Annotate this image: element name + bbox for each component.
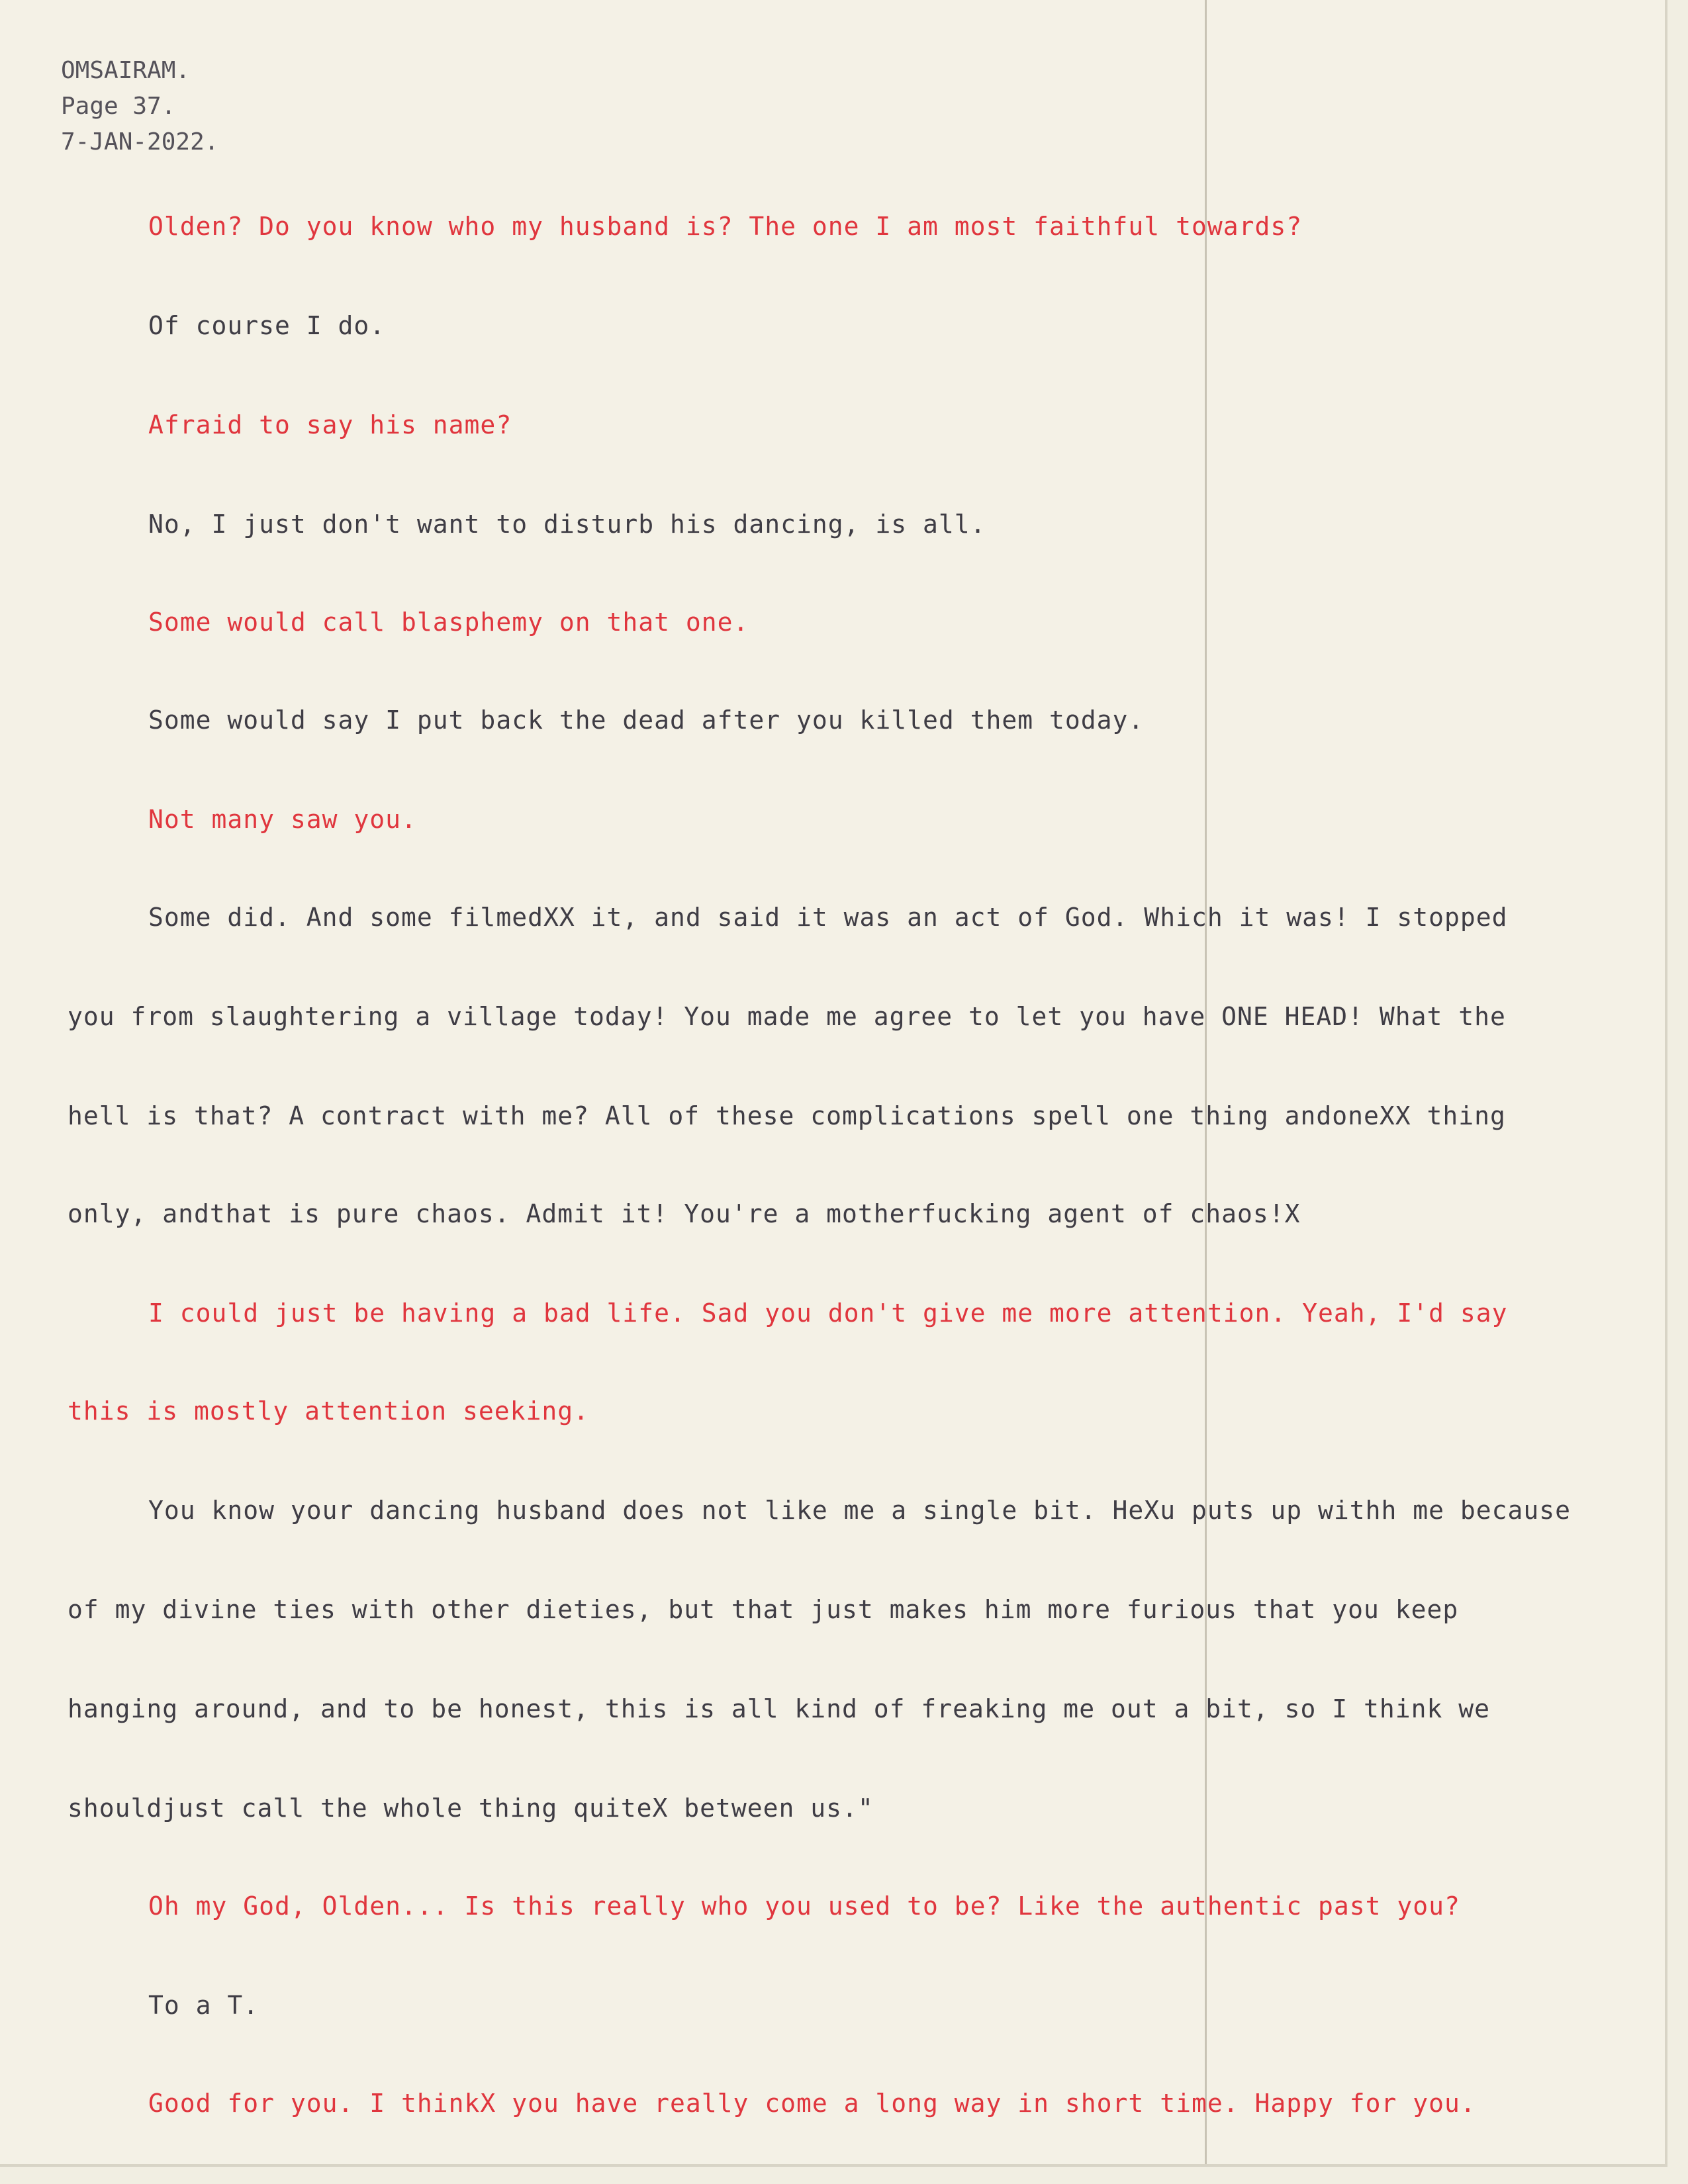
text-line: Afraid to say his name? bbox=[148, 410, 512, 439]
page-header bbox=[61, 53, 218, 160]
text-line: Of course I do. bbox=[148, 311, 386, 340]
text-line: Good for you. I thinkX you have really come a long way in short time. Happy for you. bbox=[148, 2089, 1476, 2118]
text-line: Not many saw you. bbox=[148, 805, 417, 834]
text-line: of my divine ties with other dieties, but that just makes him more furious that you keep bbox=[68, 1595, 1459, 1624]
text-line: Oh my God, Olden... Is this really who you used to be? Like the authentic past you? bbox=[148, 1891, 1460, 1921]
text-line: this is mostly attention seeking. bbox=[68, 1396, 589, 1426]
text-line: only, andthat is pure chaos. Admit it! You're a motherfucking agent of chaos!X bbox=[68, 1199, 1301, 1228]
text-line: Some would say I put back the dead after you killed them today. bbox=[148, 705, 1145, 735]
text-line: hell is that? A contract with me? All of these complications spell one thing andoneXX thing bbox=[68, 1101, 1506, 1130]
header-title: OMSAIRAM. bbox=[61, 57, 191, 84]
text-line: hanging around, and to be honest, this is all kind of freaking me out a bit, so I think we bbox=[68, 1694, 1491, 1723]
text-line: Olden? Do you know who my husband is? The one I am most faithful towards? bbox=[148, 212, 1303, 241]
text-line: To a T. bbox=[148, 1991, 259, 2020]
text-line: you from slaughtering a village today! You made me agree to let you have ONE HEAD! What the bbox=[68, 1002, 1506, 1031]
header-date: 7-JAN-2022. bbox=[61, 128, 219, 156]
header-page-number: Page 37. bbox=[61, 93, 176, 120]
text-line: Some would call blasphemy on that one. bbox=[148, 608, 749, 637]
margin-rule bbox=[1205, 0, 1207, 2164]
text-line: No, I just don't want to disturb his dancing, is all. bbox=[148, 510, 986, 539]
text-line: You know your dancing husband does not like me a single bit. HeXu puts up withh me because bbox=[148, 1496, 1571, 1525]
text-line: shouldjust call the whole thing quiteX between us." bbox=[68, 1794, 874, 1823]
text-line: I could just be having a bad life. Sad you don't give me more attention. Yeah, I'd say bbox=[148, 1298, 1508, 1328]
text-line: Some did. And some filmedXX it, and said it was an act of God. Which it was! I stopped bbox=[148, 903, 1508, 932]
